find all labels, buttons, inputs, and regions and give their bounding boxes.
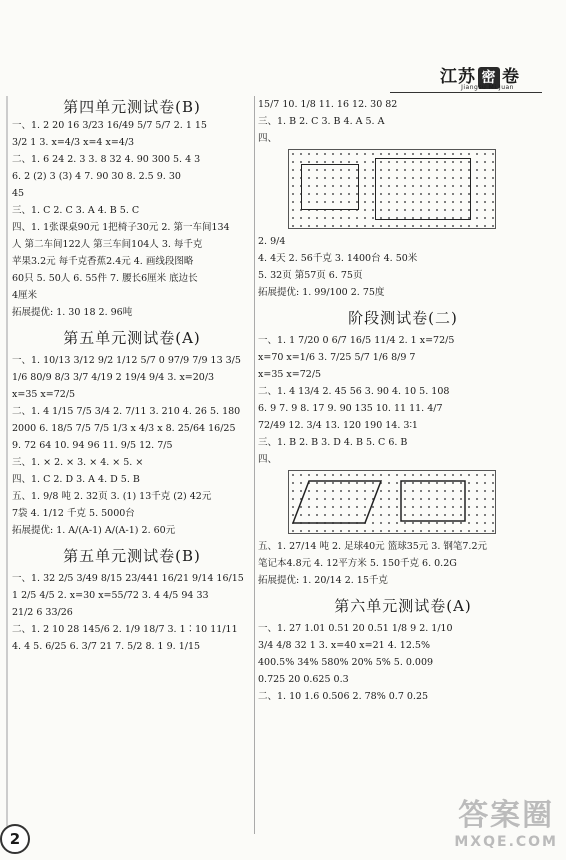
answer-line: 4. 4天 2. 56千克 3. 1400台 4. 50米 [258,253,418,264]
answer-line: 二、1. 4 13/4 2. 45 56 3. 90 4. 10 5. 108 [258,386,450,397]
answer-line: 1 2/5 4/5 2. x=30 x=55/72 3. 4 4/5 94 33 [12,590,209,601]
answer-line: 1/6 80/9 8/3 3/7 4/19 2 19/4 9/4 3. x=20/3 [12,372,215,383]
answer-line: 15/7 10. 1/8 11. 16 12. 30 82 [258,99,398,110]
answer-line: 四、1. C 2. D 3. A 4. D 5. B [12,474,140,485]
answers-block [258,620,548,705]
dot-grid-figure [288,149,496,229]
section-title: 第六单元测试卷(A) [334,597,472,615]
answer-line: 拓展提优: 1. 30 18 2. 96吨 [12,307,133,318]
answer-line: 60只 5. 50人 6. 55件 7. 腰长6厘米 底边长 [12,273,198,284]
answers-block [12,117,252,321]
section-title: 第四单元测试卷(B) [63,98,201,116]
column-divider [254,96,255,834]
answer-line: 2. 9/4 [258,236,286,247]
answer-line: 拓展提优: 1. 20/14 2. 15千克 [258,575,388,586]
answers-block [258,233,548,301]
answer-line: 二、1. 2 10 28 145/6 2. 1/9 18/7 3. 1∶10 11/11 [12,624,238,635]
header-rule [390,92,542,93]
answer-line: 72/49 12. 3/4 13. 120 190 14. 3∶1 [258,420,418,431]
answer-line: 五、1. 27/14 吨 2. 足球40元 篮球35元 3. 钢笔7.2元 [258,541,487,552]
answer-line: 拓展提优: 1. A/(A-1) A/(A-1) 2. 60元 [12,525,176,536]
section-title: 第五单元测试卷(A) [63,329,201,347]
answer-line: 21/2 6 33/26 [12,607,73,618]
answer-line: 人 第二车间122人 第三车间104人 3. 每千克 [12,239,203,250]
brand-mark: 密 [478,67,500,89]
answer-line: 400.5% 34% 580% 20% 5% 5. 0.009 [258,657,434,668]
answer-line: 3/4 4/8 32 1 3. x=40 x=21 4. 12.5% [258,640,430,651]
answers-block [12,570,252,655]
answer-line: 0.725 20 0.625 0.3 [258,674,349,685]
answer-line: 3/2 1 3. x=4/3 x=4 x=4/3 [12,137,135,148]
answer-line: 四、 [258,133,278,144]
answer-line: 9. 72 64 10. 94 96 11. 9/5 12. 7/5 [12,440,173,451]
answer-line: 四、 [258,454,278,465]
answer-line: x=70 x=1/6 3. 7/25 5/7 1/6 8/9 7 [258,352,416,363]
answer-line: 45 [12,188,25,199]
rectangle-shape [301,164,359,210]
answer-line: 苹果3.2元 每千克香蕉2.4元 4. 画线段图略 [12,256,194,267]
section-title: 阶段测试卷(二) [348,309,458,327]
answer-line: 二、1. 10 1.6 0.506 2. 78% 0.7 0.25 [258,691,429,702]
brand-left: 江苏 [440,67,476,87]
answer-line: 笔记本4.8元 4. 12平方米 5. 150千克 6. 0.2G [258,558,457,569]
section-title: 第五单元测试卷(B) [63,547,201,565]
answer-line: 一、1. 1 7/20 0 6/7 16/5 11/4 2. 1 x=72/5 [258,335,455,346]
answer-line: 一、1. 32 2/5 3/49 8/15 23/441 16/21 9/14 16/15 [12,573,244,584]
answers-block [12,352,252,539]
answer-line: 五、1. 9/8 吨 2. 32页 3. (1) 13千克 (2) 42元 [12,491,212,502]
answer-line: x=35 x=72/5 [12,389,76,400]
answers-block [258,332,548,468]
answer-line: 二、1. 4 1/15 7/5 3/4 2. 7/11 3. 210 4. 26 5. 180 [12,406,241,417]
rectangle-shape [375,158,471,220]
answer-line: 四、1. 1张课桌90元 1把椅子30元 2. 第一车间134 [12,222,230,233]
answer-line: 三、1. × 2. × 3. × 4. × 5. × [12,457,144,468]
answer-line: x=35 x=72/5 [258,369,322,380]
answer-line: 2000 6. 18/5 7/5 7/5 1/3 x 4/3 x 8. 25/64 16/25 [12,423,236,434]
parallelogram-shape [289,471,495,533]
answer-line: 6. 9 7. 9 8. 17 9. 90 135 10. 11 11. 4/7 [258,403,443,414]
answers-block [258,96,548,147]
right-column [258,96,548,705]
brand-right: 卷 [502,67,520,87]
page-number: 2 [0,824,30,854]
answer-line: 二、1. 6 24 2. 3 3. 8 32 4. 90 300 5. 4 3 [12,154,201,165]
watermark-url: MXQE.COM [454,834,558,850]
answer-line: 三、1. C 2. C 3. A 4. B 5. C [12,205,140,216]
answer-line: 4厘米 [12,290,38,301]
answer-line: 4. 4 5. 6/25 6. 3/7 21 7. 5/2 8. 1 9. 1/15 [12,641,201,652]
brand-subtitle: Jiangsu Mi Juan [461,84,514,91]
answer-line: 5. 32页 第57页 6. 75页 [258,270,363,281]
watermark [454,790,558,850]
answer-line: 拓展提优: 1. 99/100 2. 75度 [258,287,385,298]
answer-line: 一、1. 10/13 3/12 9/2 1/12 5/7 0 97/9 7/9 13 3/5 [12,355,241,366]
answer-line: 三、1. B 2. C 3. B 4. A 5. A [258,116,385,127]
answer-line: 6. 2 (2) 3 (3) 4 7. 90 30 8. 2.5 9. 30 [12,171,181,182]
answer-line: 7袋 4. 1/12 千克 5. 5000台 [12,508,135,519]
answer-line: 一、1. 27 1.01 0.51 20 0.51 1/8 9 2. 1/10 [258,623,453,634]
left-margin-bar [6,96,8,826]
answers-block [258,538,548,589]
dot-grid-figure [288,470,496,534]
watermark-text: 答案圈 [458,798,555,833]
answer-line: 一、1. 2 20 16 3/23 16/49 5/7 5/7 2. 1 15 [12,120,207,131]
answer-line: 三、1. B 2. B 3. D 4. B 5. C 6. B [258,437,408,448]
left-column [12,96,252,655]
